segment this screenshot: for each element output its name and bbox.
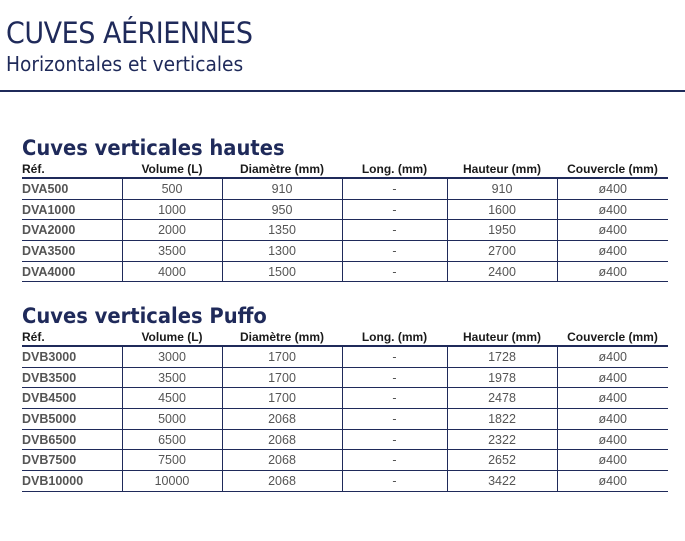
table-row <box>22 178 668 199</box>
cell-volume: 6500 <box>122 429 222 450</box>
cell-longueur: - <box>342 241 447 262</box>
table-row <box>22 199 668 220</box>
cell-hauteur: 2400 <box>447 261 557 282</box>
section-cuves-verticales-hautes <box>22 136 668 282</box>
column-header-couvercle: Couvercle (mm) <box>557 160 668 178</box>
cell-hauteur: 1822 <box>447 409 557 430</box>
cell-volume: 7500 <box>122 450 222 471</box>
cell-diametre: 950 <box>222 199 342 220</box>
cell-couvercle: ø400 <box>557 471 668 492</box>
cell-hauteur: 910 <box>447 178 557 199</box>
cell-ref: DVB7500 <box>22 450 122 471</box>
cell-hauteur: 1950 <box>447 220 557 241</box>
column-header-volume: Volume (L) <box>122 160 222 178</box>
cell-diametre: 1700 <box>222 367 342 388</box>
cell-couvercle: ø400 <box>557 199 668 220</box>
column-header-ref: Réf. <box>22 160 122 178</box>
column-header-hauteur: Hauteur (mm) <box>447 328 557 346</box>
cell-hauteur: 2652 <box>447 450 557 471</box>
cell-diametre: 1350 <box>222 220 342 241</box>
cell-hauteur: 1728 <box>447 346 557 367</box>
table-row <box>22 429 668 450</box>
cell-diametre: 910 <box>222 178 342 199</box>
spec-table <box>22 328 668 492</box>
cell-hauteur: 2322 <box>447 429 557 450</box>
cell-couvercle: ø400 <box>557 388 668 409</box>
column-header-hauteur: Hauteur (mm) <box>447 160 557 178</box>
cell-volume: 3500 <box>122 241 222 262</box>
cell-volume: 500 <box>122 178 222 199</box>
column-header-diametre: Diamètre (mm) <box>222 160 342 178</box>
table-row <box>22 409 668 430</box>
cell-ref: DVB4500 <box>22 388 122 409</box>
spec-table <box>22 160 668 282</box>
cell-couvercle: ø400 <box>557 178 668 199</box>
cell-longueur: - <box>342 346 447 367</box>
column-header-ref: Réf. <box>22 328 122 346</box>
table-row <box>22 367 668 388</box>
cell-couvercle: ø400 <box>557 409 668 430</box>
cell-longueur: - <box>342 261 447 282</box>
cell-longueur: - <box>342 471 447 492</box>
cell-ref: DVB10000 <box>22 471 122 492</box>
cell-hauteur: 3422 <box>447 471 557 492</box>
cell-diametre: 1700 <box>222 388 342 409</box>
cell-ref: DVA4000 <box>22 261 122 282</box>
cell-diametre: 1700 <box>222 346 342 367</box>
cell-couvercle: ø400 <box>557 220 668 241</box>
cell-volume: 10000 <box>122 471 222 492</box>
cell-ref: DVB3000 <box>22 346 122 367</box>
cell-diametre: 2068 <box>222 450 342 471</box>
cell-ref: DVA500 <box>22 178 122 199</box>
column-header-volume: Volume (L) <box>122 328 222 346</box>
cell-volume: 3000 <box>122 346 222 367</box>
cell-longueur: - <box>342 178 447 199</box>
column-header-longueur: Long. (mm) <box>342 328 447 346</box>
table-row <box>22 220 668 241</box>
cell-volume: 2000 <box>122 220 222 241</box>
table-row <box>22 471 668 492</box>
cell-ref: DVB3500 <box>22 367 122 388</box>
column-header-diametre: Diamètre (mm) <box>222 328 342 346</box>
section-cuves-verticales-puffo <box>22 304 668 492</box>
cell-longueur: - <box>342 199 447 220</box>
column-header-longueur: Long. (mm) <box>342 160 447 178</box>
cell-couvercle: ø400 <box>557 429 668 450</box>
column-header-couvercle: Couvercle (mm) <box>557 328 668 346</box>
page-subtitle: Horizontales et verticales <box>6 52 244 76</box>
cell-volume: 4500 <box>122 388 222 409</box>
cell-couvercle: ø400 <box>557 261 668 282</box>
table-header-row <box>22 328 668 346</box>
cell-couvercle: ø400 <box>557 241 668 262</box>
cell-diametre: 1300 <box>222 241 342 262</box>
cell-longueur: - <box>342 367 447 388</box>
cell-longueur: - <box>342 450 447 471</box>
cell-longueur: - <box>342 409 447 430</box>
cell-diametre: 2068 <box>222 409 342 430</box>
table-row <box>22 450 668 471</box>
cell-diametre: 2068 <box>222 429 342 450</box>
page-title: CUVES AÉRIENNES <box>6 16 253 50</box>
cell-ref: DVB6500 <box>22 429 122 450</box>
section-title: Cuves verticales Puffo <box>22 304 267 328</box>
table-row <box>22 241 668 262</box>
header-divider <box>0 90 685 92</box>
cell-hauteur: 2478 <box>447 388 557 409</box>
cell-couvercle: ø400 <box>557 346 668 367</box>
cell-hauteur: 1978 <box>447 367 557 388</box>
cell-couvercle: ø400 <box>557 367 668 388</box>
cell-ref: DVA1000 <box>22 199 122 220</box>
cell-longueur: - <box>342 220 447 241</box>
cell-longueur: - <box>342 429 447 450</box>
cell-ref: DVA2000 <box>22 220 122 241</box>
cell-couvercle: ø400 <box>557 450 668 471</box>
cell-ref: DVB5000 <box>22 409 122 430</box>
table-row <box>22 346 668 367</box>
cell-diametre: 1500 <box>222 261 342 282</box>
table-header-row <box>22 160 668 178</box>
cell-hauteur: 2700 <box>447 241 557 262</box>
cell-ref: DVA3500 <box>22 241 122 262</box>
cell-longueur: - <box>342 388 447 409</box>
table-row <box>22 388 668 409</box>
cell-volume: 4000 <box>122 261 222 282</box>
cell-volume: 3500 <box>122 367 222 388</box>
cell-volume: 1000 <box>122 199 222 220</box>
cell-diametre: 2068 <box>222 471 342 492</box>
cell-hauteur: 1600 <box>447 199 557 220</box>
table-row <box>22 261 668 282</box>
cell-volume: 5000 <box>122 409 222 430</box>
section-title: Cuves verticales hautes <box>22 136 285 160</box>
